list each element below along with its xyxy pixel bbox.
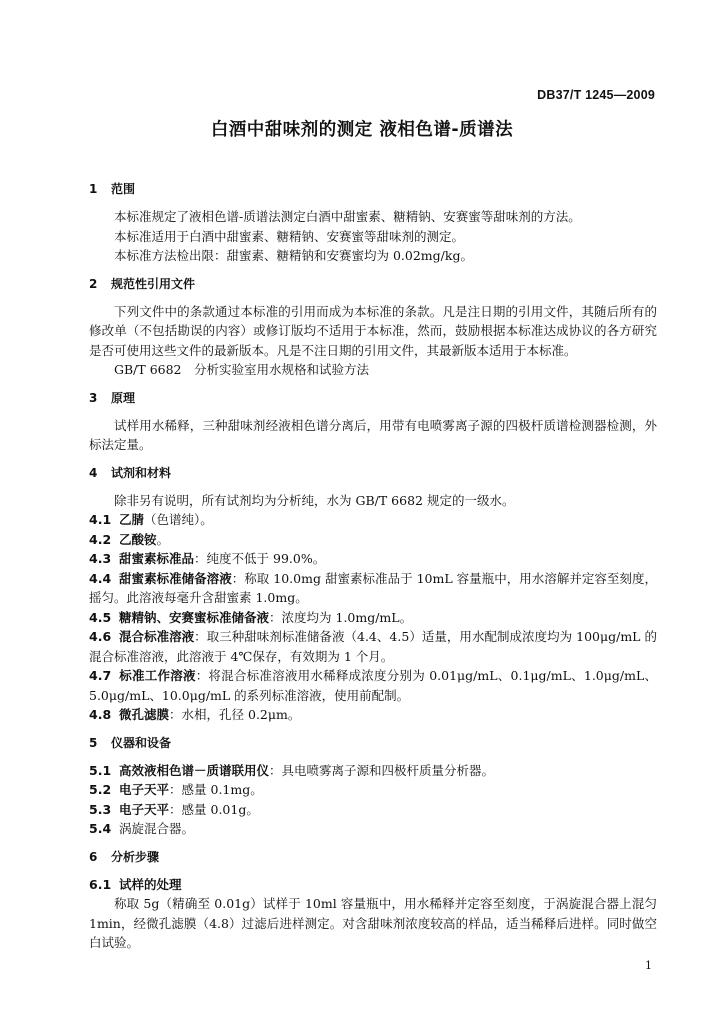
scope-paragraph: 本标准适用于白酒中甜蜜素、糖精钠、安赛蜜等甜味剂的测定。 <box>114 228 465 244</box>
list-item <box>89 761 657 781</box>
item-number: 4.8 <box>89 707 112 722</box>
section-heading-2: 2 规范性引用文件 <box>89 276 196 291</box>
item-description: ：感量 0.01g。 <box>169 801 259 817</box>
item-description: 涡旋混合器。 <box>119 821 195 836</box>
item-number: 4.1 <box>89 512 112 527</box>
item-term: 电子天平 <box>119 782 170 797</box>
item-number: 4.7 <box>89 668 112 683</box>
list-item <box>89 530 657 550</box>
item-term: 电子天平 <box>119 801 170 817</box>
item-term: 甜蜜素标准品 <box>119 551 195 566</box>
list-item <box>89 608 657 628</box>
item-description: ：浓度均为 1.0mg/mL。 <box>269 609 413 625</box>
equipment-list <box>89 761 657 839</box>
item-term: 甜蜜素标准储备溶液 <box>119 570 232 586</box>
subsection-heading: 6.1 试样的处理 <box>89 876 182 892</box>
item-description: ：水相，孔径 0.2μm。 <box>169 707 301 722</box>
principle-paragraph: 试样用水稀释，三种甜味剂经液相色谱分离后，用带有电喷雾离子源的四极杆质谱检测器检测，外标法定量。 <box>89 417 657 452</box>
list-item <box>89 780 657 800</box>
reagents-intro: 除非另有说明，所有试剂均为分析纯，水为 GB/T 6682 规定的一级水。 <box>114 492 515 508</box>
document-body <box>89 180 657 953</box>
list-item <box>89 666 657 705</box>
item-term: 乙腈 <box>119 512 145 527</box>
section-heading-1: 1 范围 <box>89 182 136 196</box>
scope-paragraph: 本标准规定了液相色谱-质谱法测定白酒中甜蜜素、糖精钠、安赛蜜等甜味剂的方法。 <box>114 209 581 224</box>
item-term: 混合标准溶液 <box>119 629 195 644</box>
list-item <box>89 705 657 725</box>
section-heading-3: 3 原理 <box>89 390 136 405</box>
list-item <box>89 819 657 839</box>
item-term: 标准工作溶液 <box>119 668 196 683</box>
item-number: 5.3 <box>89 801 112 817</box>
list-item <box>89 569 657 608</box>
item-number: 5.1 <box>89 762 112 778</box>
list-item <box>89 800 657 820</box>
standard-code: DB37/T 1245—2009 <box>537 88 655 102</box>
references-paragraph: 下列文件中的条款通过本标准的引用而成为本标准的条款。凡是注日期的引用文件，其随后所有的修改单（不包括勘误的内容）或修订版均不适用于本标准，然而，鼓励根据本标准达成协议的各方研究是否可使用这些文件的最新版本。凡是不注日期的引用文件，其最新版本适用于本标准。 <box>89 303 657 358</box>
section-heading-5: 5 仪器和设备 <box>89 735 172 750</box>
sample-prep-paragraph: 称取 5g（精确至 0.01g）试样于 10ml 容量瓶中，用水稀释并定容至刻度，于涡旋混合器上混匀 1min，经微孔滤膜（4.8）过滤后进样测定。对含甜味剂浓度较高的样品，适当稀释后进样。同时做空白试验。 <box>89 896 657 950</box>
item-number: 4.5 <box>89 609 112 625</box>
list-item <box>89 627 657 666</box>
item-description: ：称取 10.0mg 甜蜜素标准品于 10mL 容量瓶中，用水溶解并定容至刻度，摇匀。此溶液每毫升含甜蜜素 1.0mg。 <box>89 570 657 605</box>
section-heading-4: 4 试剂和材料 <box>89 465 172 480</box>
item-number: 5.4 <box>89 821 112 836</box>
item-number: 4.6 <box>89 629 112 644</box>
page-number: 1 <box>645 959 652 972</box>
item-description: （色谱纯）。 <box>144 512 213 527</box>
item-term: 微孔滤膜 <box>119 707 170 722</box>
item-term: 高效液相色谱－质谱联用仪 <box>119 762 270 778</box>
reference-entry: GB/T 6682 分析实验室用水规格和试验方法 <box>114 362 370 377</box>
item-description: ：将混合标准溶液用水稀释成浓度分别为 0.01μg/mL、0.1μg/mL、1.0μg/mL、5.0μg/mL、10.0μg/mL 的系列标准溶液，使用前配制。 <box>89 668 657 703</box>
section-heading-6: 6 分析步骤 <box>89 849 160 864</box>
scope-paragraph: 本标准方法检出限：甜蜜素、糖精钠和安赛蜜均为 0.02mg/kg。 <box>114 248 473 263</box>
item-description: 。 <box>156 531 170 547</box>
item-description: ：具电喷雾离子源和四极杆质量分析器。 <box>269 762 495 778</box>
item-term: 乙酸铵 <box>119 531 157 547</box>
list-item <box>89 549 657 569</box>
item-number: 4.4 <box>89 570 112 586</box>
item-number: 5.2 <box>89 782 112 797</box>
list-item <box>89 510 657 530</box>
item-term: 糖精钠、安赛蜜标准储备液 <box>119 609 270 625</box>
item-number: 4.3 <box>89 551 112 566</box>
item-description: ：取三种甜味剂标准储备液（4.4、4.5）适量，用水配制成浓度均为 100μg/mL 的混合标准溶液，此溶液于 4℃保存，有效期为 1 个月。 <box>89 629 657 664</box>
item-description: ：纯度不低于 99.0%。 <box>194 551 326 566</box>
item-number: 4.2 <box>89 531 112 547</box>
reagent-list <box>89 510 657 725</box>
item-description: ：感量 0.1mg。 <box>169 782 263 797</box>
document-title: 白酒中甜味剂的测定 液相色谱-质谱法 <box>210 120 514 140</box>
